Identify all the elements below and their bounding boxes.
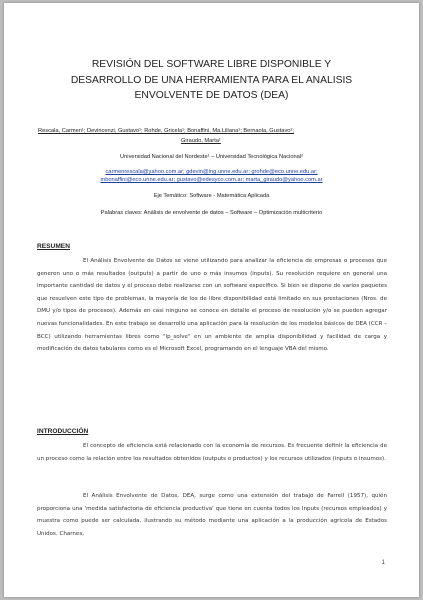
- affiliation: Universidad Nacional del Nordeste¹ – Universidad Tecnológica Nacional²: [120, 154, 303, 160]
- abstract-paragraph: [37, 255, 387, 356]
- page-number: 1: [381, 560, 385, 566]
- intro-text-1: El concepto de eficiencia está relacionado con la economía de recursos. Es frecuente definir la eficiencia de un proceso como la relación entre los resultados obtenidos (outputs o productos) y los recursos utilizados (inputs o insumos).: [37, 443, 387, 462]
- document-page: [4, 3, 419, 597]
- emails-line[interactable]: carmenrescala@yahoo.com.ar; gdevin@ing.unne.edu.ar; grohde@eco.unne.edu.ar;: [105, 169, 318, 175]
- keywords: Palabras claves: Análisis de envolvente de datos – Software – Optimización multicriterio: [100, 210, 323, 216]
- authors-block: [38, 127, 383, 146]
- intro-paragraph-1: [37, 440, 387, 465]
- abstract-text: El Análisis Envolvente de Datos se viene utilizando para analizar la eficiencia de empresas o procesos que generen uno o más resultados (outputs) a partir de uno o más insumos (inputs). Su resolución requiere en general una importante cantidad de datos y el proceso debe realizarse con un software específico. Si bien se dispone de varios paquetes que resuelven este tipo de problemas, la mayoría de los de libre disponibilidad está limitado en sus prestaciones (Nros. de DMU y/o tipos de procesos). Además en casi ninguno se conoce en detalle el proceso de resolución y/o se pueden agregar nuevas funcionalidades. En este trabajo se desarrolló una aplicación para la resolución de los modelos básicos de DEA (CCR – BCC) utilizando herramientas libres como "lp_solve" en un ambiente de amplia disponibilidad y facilidad de carga y modificación de datos tabulares como es el Microsoft Excel, programando en el lenguaje VBA del mismo.: [37, 258, 387, 353]
- emails-line[interactable]: mbonaffini@eco.unne.edu.ar; gustavo@edesyco.com.ar; marta_giraudo@yahoo.com.ar: [100, 177, 323, 183]
- authors-line: Giraudo, Marta¹: [181, 137, 221, 144]
- title-line: ENVOLVENTE DE DATOS (DEA): [134, 90, 289, 101]
- paper-title: [34, 57, 389, 104]
- title-line: REVISIÓN DEL SOFTWARE LIBRE DISPONIBLE Y: [91, 59, 332, 70]
- intro-text-2: El Análisis Envolvente de Datos, DEA, surge como una extensión del trabajo de Farrell (1957), quién proporciona una 'medida satisfactoria de eficiencia productiva' que tiene en cuenta todos los Inputs (recursos empleados) y muestra como puede ser calculada, ilustrando su método mediante una aplicación a la producción agrícola de Estados Unidos. Charnes,: [37, 493, 387, 537]
- title-line: DESARROLLO DE UNA HERRAMIENTA PARA EL ANALISIS: [70, 74, 353, 86]
- section-heading-introduccion: INTRODUCCIÓN: [37, 428, 89, 435]
- intro-paragraph-2: [37, 490, 387, 540]
- author-emails[interactable]: [34, 168, 389, 184]
- authors-line: Rescala, Carmen¹; Devincenzi, Gustavo¹; Rohde, Gricela¹; Bonaffini, Ma.Liliana¹; Bernaola, Gustavo²;: [38, 128, 294, 134]
- thematic-axis: Eje Temático: Software - Matemática Aplicada: [153, 193, 270, 199]
- section-heading-resumen: RESUMEN: [37, 243, 70, 250]
